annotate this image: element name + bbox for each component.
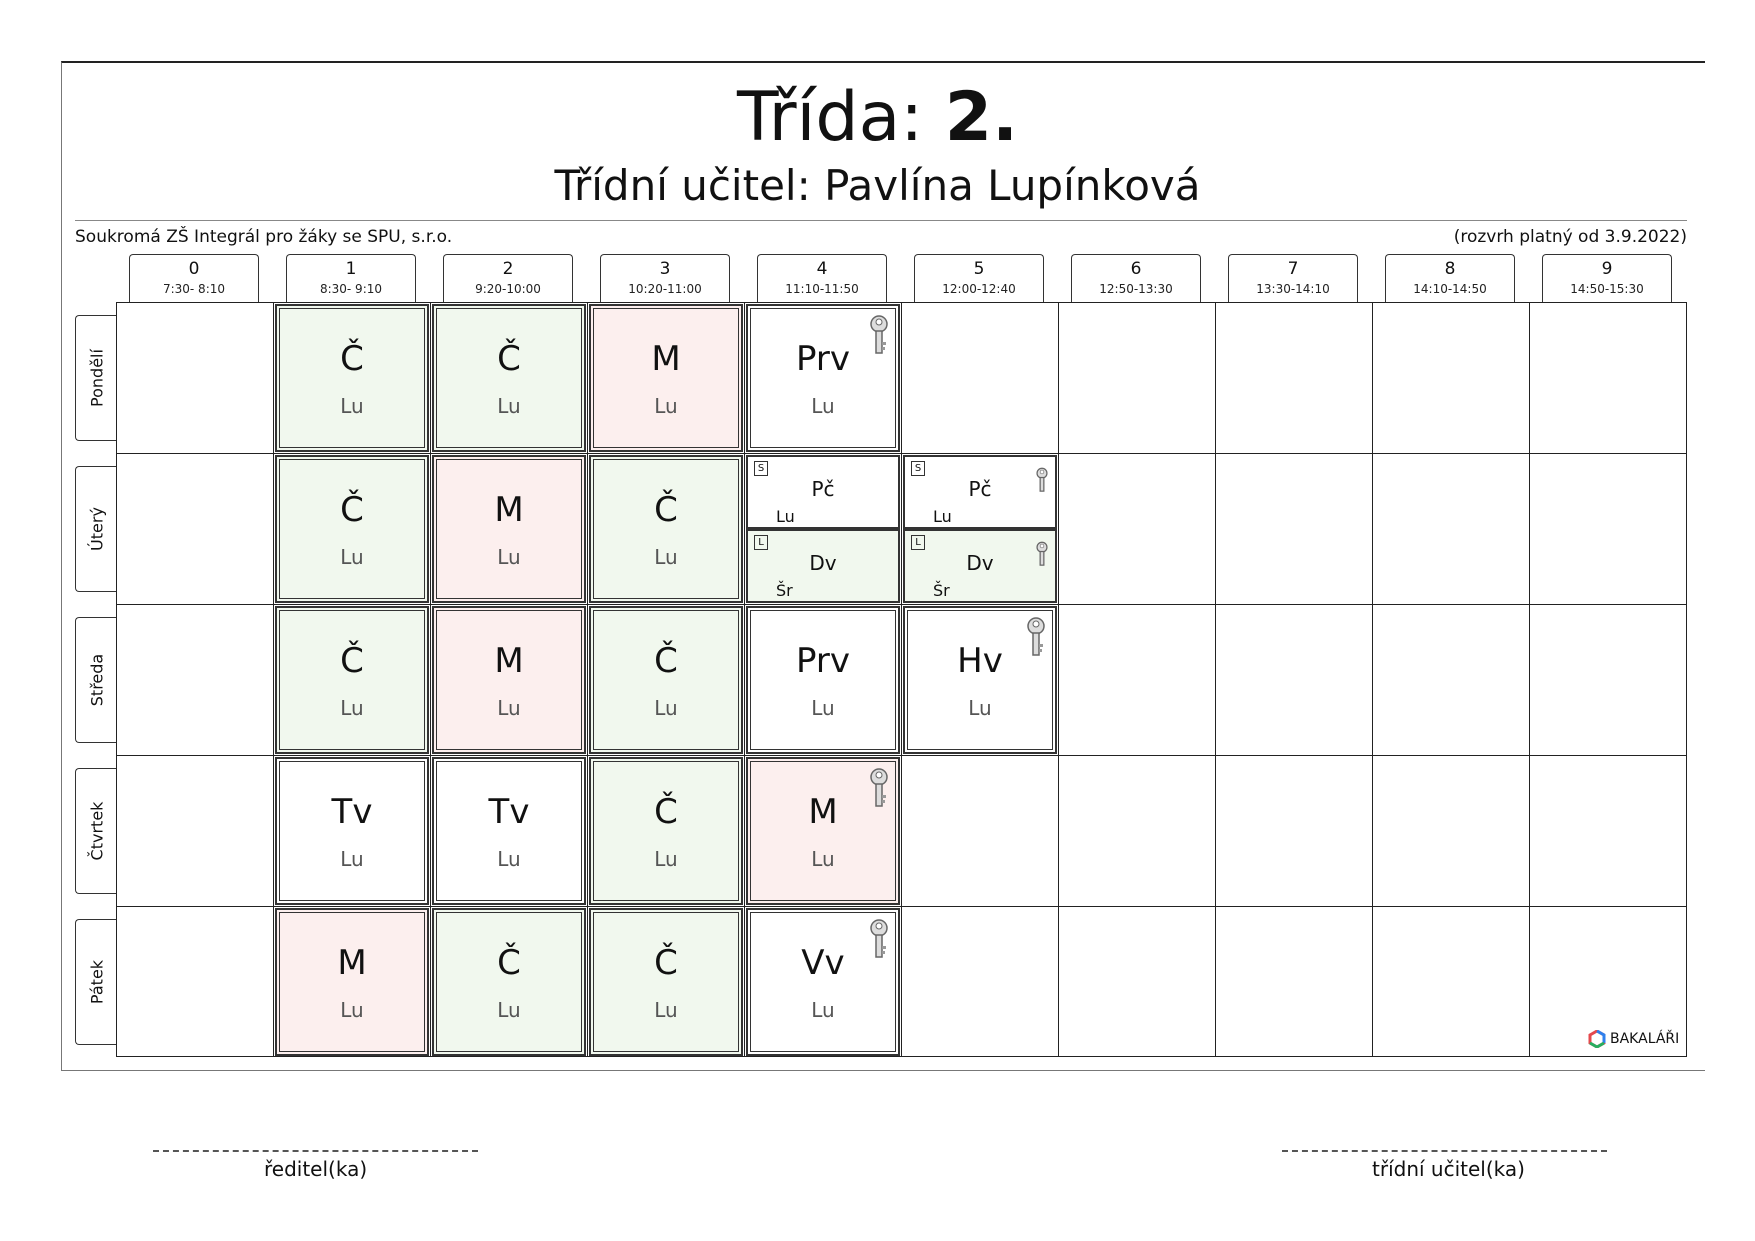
lesson-subject: Č bbox=[654, 490, 678, 530]
lesson-subject: Dv bbox=[966, 551, 994, 575]
lesson-teacher: Lu bbox=[497, 545, 521, 569]
key-icon bbox=[868, 767, 890, 809]
lesson-cell[interactable] bbox=[275, 908, 429, 1056]
lesson-subject: Č bbox=[654, 792, 678, 832]
period-time: 14:10-14:50 bbox=[1413, 282, 1487, 296]
period-time: 9:20-10:00 bbox=[475, 282, 541, 296]
day-label-tuesday: Úterý bbox=[75, 466, 117, 592]
period-header bbox=[1542, 254, 1672, 302]
period-header bbox=[1071, 254, 1201, 302]
lesson-subject: M bbox=[808, 792, 838, 832]
lesson-teacher: Lu bbox=[776, 507, 795, 526]
lesson-subject: Č bbox=[497, 943, 521, 983]
lesson-cell[interactable] bbox=[275, 455, 429, 603]
page-title bbox=[0, 78, 1755, 157]
lesson-subject: Pč bbox=[811, 477, 835, 501]
class-value: 2. bbox=[944, 78, 1018, 157]
lesson-teacher: Lu bbox=[654, 696, 678, 720]
class-teacher-heading: Třídní učitel: Pavlína Lupínková bbox=[554, 161, 1201, 210]
period-number: 5 bbox=[973, 259, 985, 279]
director-signature-label: ředitel(ka) bbox=[264, 1157, 368, 1181]
day-label-thursday: Čtvrtek bbox=[75, 768, 117, 894]
class-teacher-signature-label: třídní učitel(ka) bbox=[1372, 1157, 1525, 1181]
lesson-subject: Prv bbox=[795, 641, 850, 681]
lesson-teacher: Lu bbox=[340, 545, 364, 569]
group-tag: L bbox=[754, 535, 768, 550]
lesson-cell[interactable] bbox=[589, 757, 743, 905]
lesson-teacher: Lu bbox=[654, 394, 678, 418]
lesson-subject: Č bbox=[340, 339, 364, 379]
lesson-subject: M bbox=[494, 490, 524, 530]
lesson-subject: M bbox=[337, 943, 367, 983]
day-label-monday: Pondělí bbox=[75, 315, 117, 441]
period-time: 7:30- 8:10 bbox=[162, 282, 226, 296]
lesson-teacher: Lu bbox=[497, 696, 521, 720]
group-tag: S bbox=[754, 461, 768, 476]
period-header bbox=[286, 254, 416, 302]
lesson-teacher: Lu bbox=[340, 998, 364, 1022]
bakalari-logo bbox=[1588, 1030, 1679, 1048]
lesson-subject: Č bbox=[340, 641, 364, 681]
period-number: 8 bbox=[1444, 259, 1456, 279]
period-time: 10:20-11:00 bbox=[628, 282, 702, 296]
period-number: 2 bbox=[502, 259, 514, 279]
period-time: 11:10-11:50 bbox=[785, 282, 859, 296]
period-number: 7 bbox=[1287, 259, 1299, 279]
period-header bbox=[757, 254, 887, 302]
class-teacher-signature-line bbox=[1282, 1150, 1607, 1153]
period-number: 3 bbox=[659, 259, 671, 279]
lesson-cell[interactable] bbox=[432, 908, 586, 1056]
period-time: 14:50-15:30 bbox=[1570, 282, 1644, 296]
lesson-cell[interactable] bbox=[275, 606, 429, 754]
lesson-teacher: Lu bbox=[811, 847, 835, 871]
period-number: 0 bbox=[188, 259, 200, 279]
lesson-subject: Tv bbox=[331, 792, 373, 832]
lesson-cell[interactable] bbox=[432, 606, 586, 754]
lesson-teacher: Lu bbox=[654, 847, 678, 871]
lesson-teacher: Lu bbox=[497, 394, 521, 418]
key-icon bbox=[868, 314, 890, 356]
validity-note: (rozvrh platný od 3.9.2022) bbox=[1453, 227, 1687, 247]
period-header bbox=[129, 254, 259, 302]
period-header bbox=[1228, 254, 1358, 302]
key-icon bbox=[868, 918, 890, 960]
day-label-friday: Pátek bbox=[75, 919, 117, 1045]
period-header bbox=[443, 254, 573, 302]
lesson-cell[interactable] bbox=[589, 606, 743, 754]
class-label: Třída: bbox=[737, 78, 924, 157]
period-time: 13:30-14:10 bbox=[1256, 282, 1330, 296]
lesson-teacher: Lu bbox=[811, 394, 835, 418]
lesson-cell[interactable] bbox=[432, 757, 586, 905]
group-tag: L bbox=[911, 535, 925, 550]
lesson-cell[interactable] bbox=[903, 606, 1057, 754]
lesson-teacher: Lu bbox=[933, 507, 952, 526]
lesson-subject: Hv bbox=[957, 641, 1003, 681]
period-time: 12:00-12:40 bbox=[942, 282, 1016, 296]
period-header bbox=[914, 254, 1044, 302]
lesson-subject: Vv bbox=[801, 943, 845, 983]
lesson-cell[interactable] bbox=[432, 455, 586, 603]
period-header bbox=[600, 254, 730, 302]
lesson-subject: Pč bbox=[968, 477, 992, 501]
director-signature-line bbox=[153, 1150, 478, 1153]
brand-name: BAKALÁŘI bbox=[1610, 1031, 1680, 1047]
lesson-cell[interactable] bbox=[746, 304, 900, 452]
hexagon-logo-icon bbox=[1588, 1030, 1606, 1048]
period-number: 6 bbox=[1130, 259, 1142, 279]
lesson-subject: M bbox=[651, 339, 681, 379]
lesson-cell[interactable] bbox=[589, 908, 743, 1056]
lesson-cell[interactable] bbox=[746, 757, 900, 905]
lesson-cell[interactable] bbox=[589, 455, 743, 603]
lesson-subject: Č bbox=[497, 339, 521, 379]
school-name: Soukromá ZŠ Integrál pro žáky se SPU, s.r.o. bbox=[75, 227, 453, 247]
lesson-teacher: Lu bbox=[340, 847, 364, 871]
lesson-cell[interactable] bbox=[275, 304, 429, 452]
lesson-subject: Tv bbox=[488, 792, 530, 832]
lesson-teacher: Lu bbox=[340, 394, 364, 418]
lesson-subject: Dv bbox=[809, 551, 837, 575]
period-time: 12:50-13:30 bbox=[1099, 282, 1173, 296]
lesson-teacher: Lu bbox=[968, 696, 992, 720]
lesson-teacher: Lu bbox=[654, 545, 678, 569]
group-lesson-cell[interactable] bbox=[903, 455, 1057, 529]
key-icon bbox=[1035, 541, 1049, 567]
lesson-subject: Č bbox=[654, 943, 678, 983]
lesson-subject: Č bbox=[654, 641, 678, 681]
lesson-subject: Č bbox=[340, 490, 364, 530]
lesson-teacher: Šr bbox=[933, 581, 950, 600]
header-divider bbox=[75, 220, 1687, 221]
lesson-cell[interactable] bbox=[275, 757, 429, 905]
lesson-teacher: Lu bbox=[654, 998, 678, 1022]
lesson-teacher: Lu bbox=[811, 696, 835, 720]
lesson-cell[interactable] bbox=[746, 606, 900, 754]
group-tag: S bbox=[911, 461, 925, 476]
group-lesson-cell[interactable] bbox=[746, 529, 900, 603]
period-number: 1 bbox=[345, 259, 357, 279]
day-label-wednesday: Středa bbox=[75, 617, 117, 743]
lesson-cell[interactable] bbox=[432, 304, 586, 452]
group-lesson-cell[interactable] bbox=[903, 529, 1057, 603]
lesson-teacher: Lu bbox=[497, 998, 521, 1022]
group-lesson-cell[interactable] bbox=[746, 455, 900, 529]
period-time: 8:30- 9:10 bbox=[319, 282, 383, 296]
lesson-teacher: Šr bbox=[776, 581, 793, 600]
key-icon bbox=[1035, 467, 1049, 493]
lesson-teacher: Lu bbox=[811, 998, 835, 1022]
period-number: 4 bbox=[816, 259, 828, 279]
period-header bbox=[1385, 254, 1515, 302]
lesson-subject: M bbox=[494, 641, 524, 681]
lesson-teacher: Lu bbox=[497, 847, 521, 871]
lesson-cell[interactable] bbox=[589, 304, 743, 452]
lesson-subject: Prv bbox=[795, 339, 850, 379]
lesson-cell[interactable] bbox=[746, 908, 900, 1056]
period-number: 9 bbox=[1601, 259, 1613, 279]
key-icon bbox=[1025, 616, 1047, 658]
lesson-teacher: Lu bbox=[340, 696, 364, 720]
